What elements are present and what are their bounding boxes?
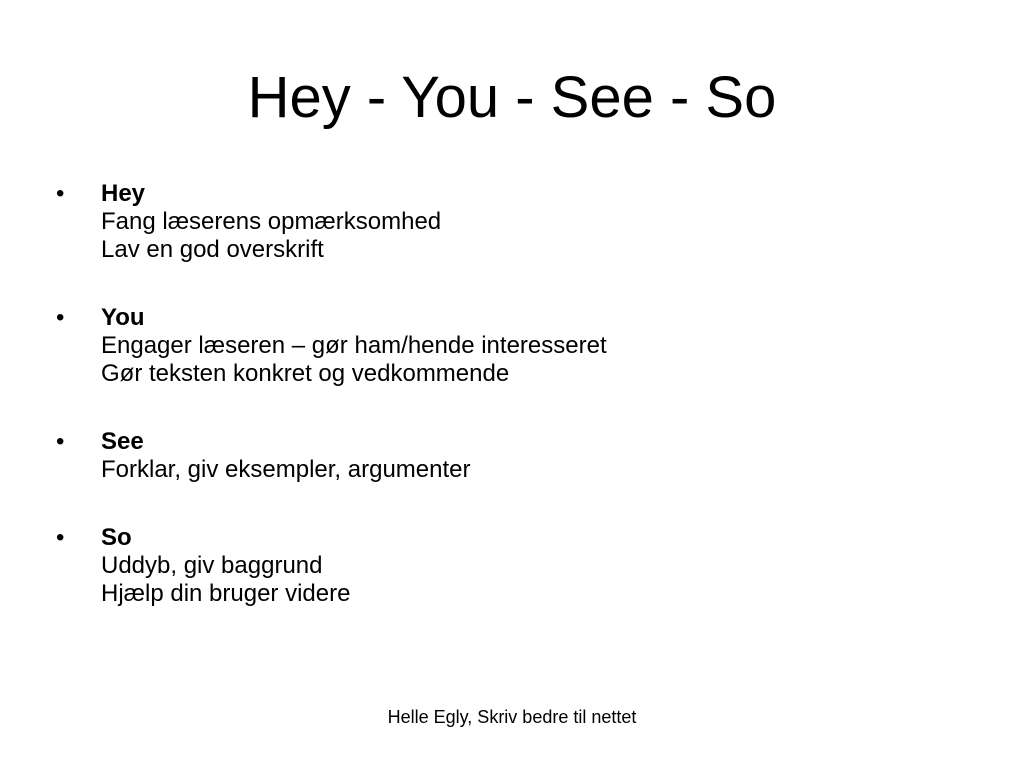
bullet-dot-icon: •: [56, 428, 65, 455]
bullet-item-you: [56, 304, 956, 388]
bullet-line: Forklar, giv eksempler, argumenter: [101, 456, 471, 483]
bullet-item-hey: [56, 180, 956, 264]
bullet-item-so: [56, 524, 956, 608]
bullet-line: Hjælp din bruger videre: [101, 580, 351, 607]
slide-title: Hey - You - See - So: [247, 65, 777, 130]
bullet-heading: Hey: [101, 180, 146, 207]
bullet-dot-icon: •: [56, 524, 65, 551]
bullet-item-see: [56, 428, 956, 484]
bullet-dot-icon: •: [56, 180, 65, 207]
bullet-line: Uddyb, giv baggrund: [101, 552, 323, 579]
bullet-heading: So: [101, 524, 132, 551]
bullet-line: Gør teksten konkret og vedkommende: [101, 360, 510, 387]
slide-footer: Helle Egly, Skriv bedre til nettet: [387, 707, 637, 727]
bullet-line: Lav en god overskrift: [101, 236, 324, 263]
bullet-line: Engager læseren – gør ham/hende interesseret: [101, 332, 607, 359]
bullet-dot-icon: •: [56, 304, 65, 331]
bullet-heading: See: [101, 428, 144, 455]
bullet-line: Fang læserens opmærksomhed: [101, 208, 442, 235]
bullet-list: [56, 180, 956, 648]
bullet-heading: You: [101, 304, 145, 331]
